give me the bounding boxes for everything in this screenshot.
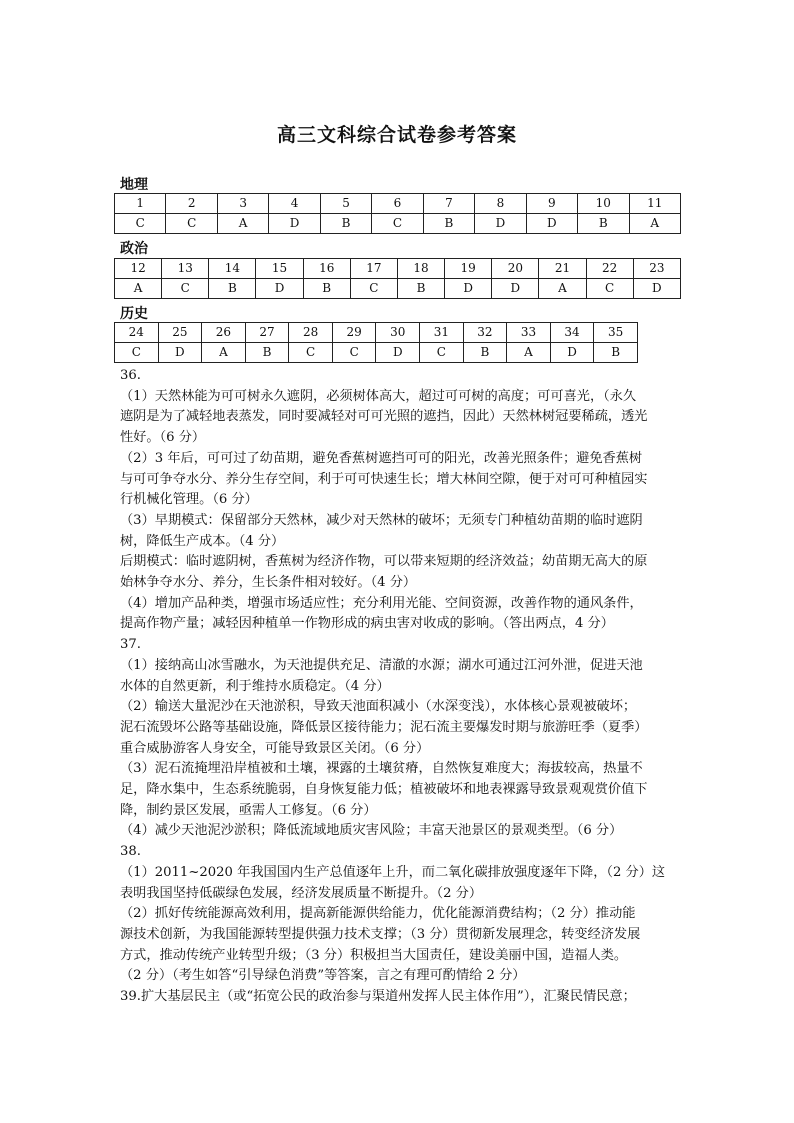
question-number-cell: 17: [350, 259, 397, 279]
answer-line: （2）3 年后，可可过了幼苗期，避免香蕉树遮挡可可的阳光，改善光照条件；避免香蕉树: [120, 450, 643, 466]
answer-line: （2）抓好传统能源高效利用，提高新能源供给能力，优化能源消费结构；（2 分）推动能: [120, 906, 636, 922]
answer-line: 足，降水集中，生态系统脆弱，自身恢复能力低；植被破坏和地表裸露导致景观观赏价值下: [120, 782, 648, 798]
question-number-cell: 1: [115, 194, 166, 214]
answer-cell: A: [507, 343, 551, 363]
answer-line: 36.: [120, 368, 141, 383]
question-number-cell: 28: [289, 323, 333, 343]
answer-line: 行机械化管理。（6 分）: [120, 492, 258, 508]
answer-cell: C: [115, 343, 159, 363]
answer-cell: C: [289, 343, 333, 363]
answer-cell: C: [372, 214, 423, 234]
answer-cell: B: [303, 279, 350, 299]
question-number-cell: 23: [633, 259, 680, 279]
answer-cell: D: [526, 214, 577, 234]
answer-line: （2）输送大量泥沙在天池淤积，导致天池面积减小（水深变浅），水体核心景观被破坏；: [120, 699, 637, 715]
answer-cell: A: [202, 343, 246, 363]
answer-table-geography: [114, 193, 681, 234]
answer-table-politics: [114, 258, 681, 299]
answer-cell: B: [209, 279, 256, 299]
answer-cell: D: [475, 214, 526, 234]
question-number-cell: 22: [586, 259, 633, 279]
answer-line: 方式，推动传统产业转型升级；（3 分）积极担当大国责任，建设美丽中国，造福人类。: [120, 947, 628, 963]
answer-cell: B: [594, 343, 638, 363]
question-number-cell: 26: [202, 323, 246, 343]
answer-line: （3）泥石流掩埋沿岸植被和土壤，裸露的土壤贫瘠，自然恢复难度大；海拔较高，热量不: [120, 761, 643, 777]
answer-line: 后期模式：临时遮阴树，香蕉树为经济作物，可以带来短期的经济效益；幼苗期无高大的原: [120, 554, 648, 570]
answer-line: 提高作物产量；减轻因种植单一作物形成的病虫害对收成的影响。（答出两点，4 分）: [120, 616, 614, 632]
answer-cell: A: [217, 214, 268, 234]
page-title: 高三文科综合试卷参考答案: [276, 124, 517, 146]
answer-line: 始林争夺水分、养分，生长条件相对较好。（4 分）: [120, 575, 417, 591]
question-number-cell: 29: [332, 323, 376, 343]
answer-cell: C: [420, 343, 464, 363]
question-number-cell: 6: [372, 194, 423, 214]
answer-cell: D: [445, 279, 492, 299]
answer-cell: B: [245, 343, 289, 363]
question-number-cell: 31: [420, 323, 464, 343]
question-number-cell: 18: [397, 259, 444, 279]
answer-cell: B: [320, 214, 371, 234]
answer-line: 39.扩大基层民主（或“拓宽公民的政治参与渠道州发挥人民主体作用”），汇聚民情民意；: [120, 989, 636, 1005]
answer-cell: C: [350, 279, 397, 299]
question-number-cell: 32: [463, 323, 507, 343]
answer-text-block: [120, 366, 680, 1008]
section-label-history: 历史: [120, 306, 148, 322]
answer-cell: D: [256, 279, 303, 299]
answer-line: 37.: [120, 637, 141, 653]
question-number-cell: 5: [320, 194, 371, 214]
answer-cell: C: [166, 214, 217, 234]
question-number-cell: 4: [269, 194, 320, 214]
answer-cell: C: [586, 279, 633, 299]
answer-line: （2 分）（考生如答“引导绿色消费”等答案，言之有理可酌情给 2 分）: [120, 968, 526, 984]
question-number-cell: 19: [445, 259, 492, 279]
answer-table-history: [114, 322, 638, 363]
answer-cell: A: [629, 214, 680, 234]
answer-line: 与可可争夺水分、养分生存空间，利于可可快速生长；增大林间空隙，便于对可可种植园实: [120, 471, 648, 487]
question-number-cell: 3: [217, 194, 268, 214]
answer-cell: A: [115, 279, 162, 299]
question-number-cell: 14: [209, 259, 256, 279]
answer-cell: D: [376, 343, 420, 363]
answer-line: 源技术创新，为我国能源转型提供强力技术支撑；（3 分）贯彻新发展理念，转变经济发展: [120, 926, 641, 942]
question-number-cell: 25: [158, 323, 202, 343]
question-number-cell: 21: [539, 259, 586, 279]
question-number-cell: 34: [550, 323, 594, 343]
answer-line: 38.: [120, 844, 141, 860]
question-number-cell: 13: [162, 259, 209, 279]
answer-cell: B: [397, 279, 444, 299]
answer-line: （1）天然林能为可可树永久遮阴，必须树体高大，超过可可树的高度；可可喜光，（永久: [120, 388, 637, 404]
question-number-cell: 30: [376, 323, 420, 343]
answer-line: 遮阴是为了减轻地表蒸发，同时要减轻对可可光照的遮挡，因此）天然林树冠要稀疏，透光: [120, 409, 648, 425]
answer-line: （1）2011~2020 年我国国内生产总值逐年上升，而二氧化碳排放强度逐年下降，（2 分）这: [120, 864, 666, 880]
question-number-cell: 27: [245, 323, 289, 343]
question-number-cell: 16: [303, 259, 350, 279]
answer-cell: B: [578, 214, 629, 234]
answer-cell: C: [332, 343, 376, 363]
answer-cell: D: [492, 279, 539, 299]
question-number-cell: 2: [166, 194, 217, 214]
question-number-cell: 7: [423, 194, 474, 214]
question-number-cell: 35: [594, 323, 638, 343]
answer-line: 性好。（6 分）: [120, 430, 206, 446]
answer-line: 树，降低生产成本。（4 分）: [120, 533, 285, 549]
question-number-cell: 15: [256, 259, 303, 279]
answer-cell: B: [423, 214, 474, 234]
question-number-cell: 12: [115, 259, 162, 279]
question-number-cell: 9: [526, 194, 577, 214]
answer-line: （4）减少天池泥沙淤积；降低流域地质灾害风险；丰富天池景区的景观类型。（6 分）: [120, 823, 623, 839]
question-number-cell: 24: [115, 323, 159, 343]
answer-cell: A: [539, 279, 586, 299]
section-label-geography: 地理: [120, 177, 148, 193]
answer-cell: D: [633, 279, 680, 299]
question-number-cell: 10: [578, 194, 629, 214]
answer-cell: B: [463, 343, 507, 363]
question-number-cell: 11: [629, 194, 680, 214]
answer-line: 水体的自然更新，利于维持水质稳定。（4 分）: [120, 678, 390, 694]
answer-cell: D: [158, 343, 202, 363]
answer-line: 重合威胁游客人身安全，可能导致景区关闭。（6 分）: [120, 740, 430, 756]
answer-line: 表明我国坚持低碳绿色发展，经济发展质量不断提升。（2 分）: [120, 885, 483, 901]
question-number-cell: 20: [492, 259, 539, 279]
answer-line: 泥石流毁坏公路等基础设施，降低景区接待能力；泥石流主要爆发时期与旅游旺季（夏季）: [120, 719, 648, 735]
answer-line: （4）增加产品种类，增强市场适应性；充分利用光能、空间资源，改善作物的通风条件，: [120, 595, 643, 611]
answer-cell: D: [550, 343, 594, 363]
section-label-politics: 政治: [120, 241, 148, 257]
answer-line: （1）接纳高山冰雪融水，为天池提供充足、清澈的水源；湖水可通过江河外泄，促进天池: [120, 657, 643, 673]
answer-cell: D: [269, 214, 320, 234]
question-number-cell: 33: [507, 323, 551, 343]
answer-line: 降，制约景区发展，亟需人工修复。（6 分）: [120, 802, 377, 818]
question-number-cell: 8: [475, 194, 526, 214]
answer-cell: C: [115, 214, 166, 234]
answer-line: （3）早期模式：保留部分天然林，减少对天然林的破坏；无须专门种植幼苗期的临时遮阴: [120, 512, 643, 528]
answer-cell: C: [162, 279, 209, 299]
